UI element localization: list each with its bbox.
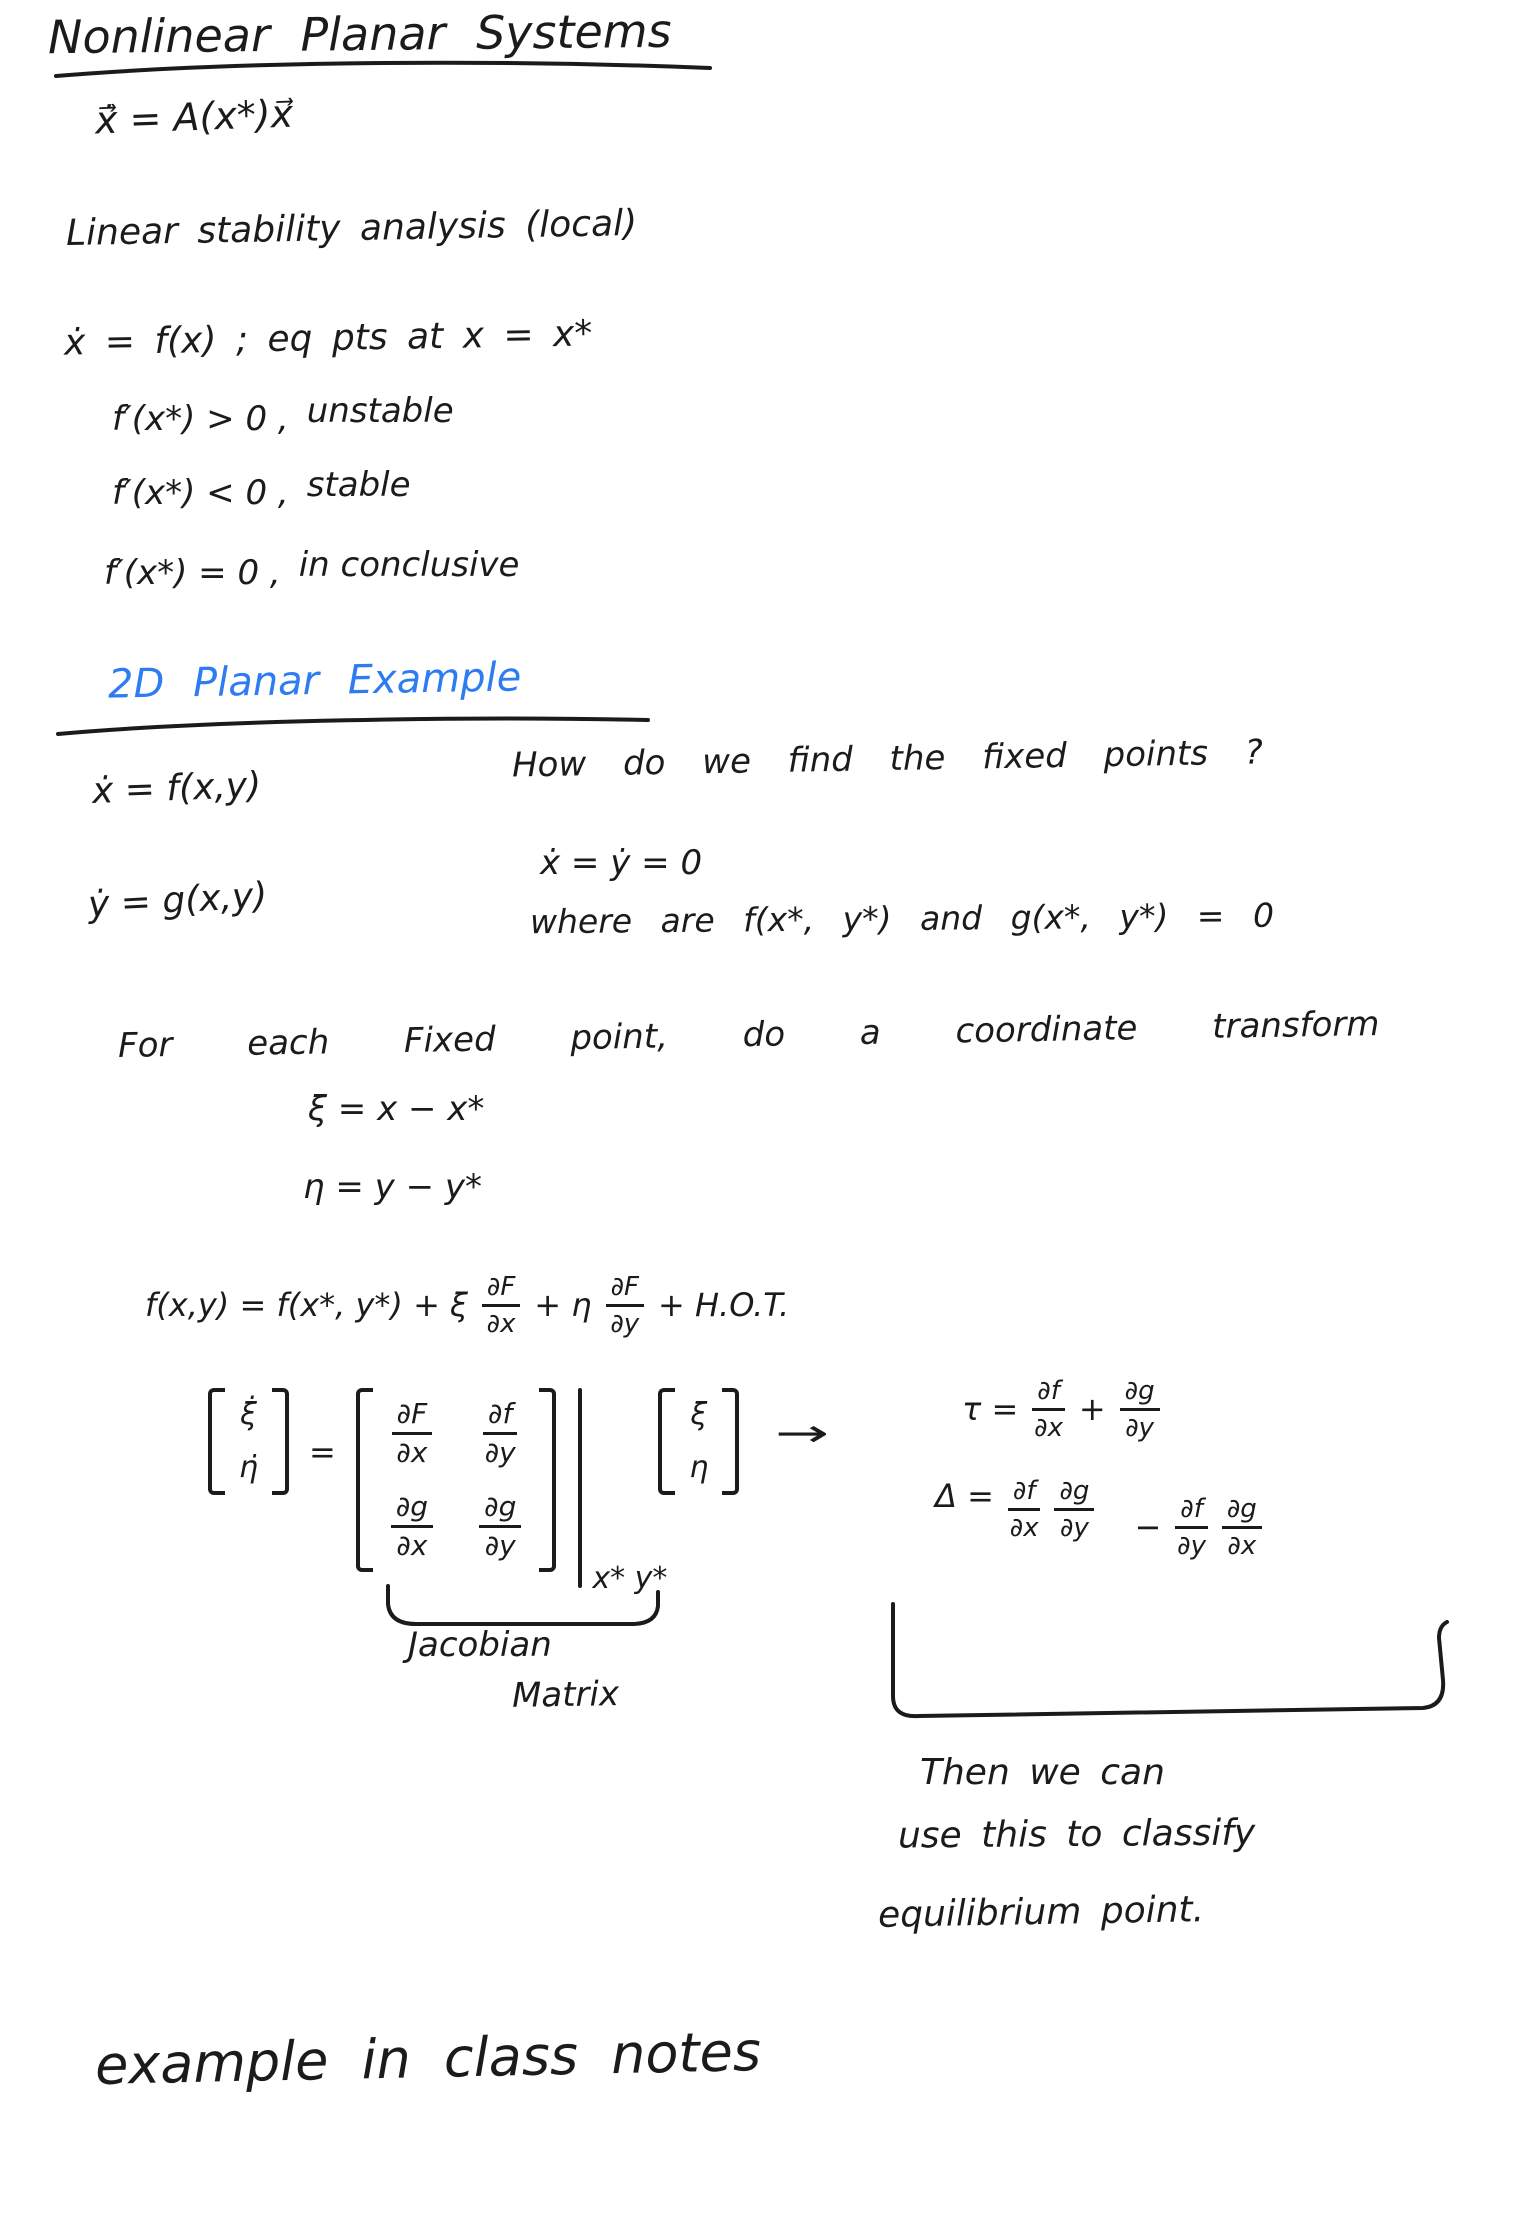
jacobian-label-line2: Matrix <box>511 1674 620 1716</box>
linear-stability-heading: Linear stability analysis (local) <box>65 203 638 254</box>
jacobian-matrix <box>356 1388 557 1572</box>
dgdx-fraction: $\frac{\partial g}{\partial x}$ <box>1222 1496 1262 1559</box>
case-result: in conclusive <box>298 545 520 585</box>
trace-lead: τ = <box>962 1390 1019 1429</box>
page-title: Nonlinear Planar Systems <box>47 3 672 65</box>
vector-entry-eta: η <box>689 1449 709 1485</box>
stability-case-stable <box>112 465 411 513</box>
left-bracket <box>208 1388 225 1495</box>
plus-sign: + <box>1078 1390 1106 1429</box>
dgdy-fraction: $\frac{\partial g}{\partial y}$ <box>1120 1378 1160 1441</box>
dfdx-fraction: $\frac{\partial f}{\partial x}$ <box>1034 1376 1063 1443</box>
vector-entry-xi: ξ <box>690 1397 708 1432</box>
case-condition: f′(x*) > 0 , <box>112 399 289 439</box>
case-result: unstable <box>306 391 454 431</box>
dfdy-fraction: $\frac{\partial f}{\partial y}$ <box>1177 1494 1206 1561</box>
eta-definition: η = y − y* <box>303 1167 482 1207</box>
partial-F-partial-x-fraction: $\frac{\partial F}{\partial x}$ <box>482 1274 520 1337</box>
right-bracket <box>539 1388 556 1572</box>
equals-sign: = <box>309 1433 336 1471</box>
right-bracket <box>272 1388 289 1495</box>
closing-note-line1: Then we can <box>920 1752 1165 1793</box>
matrix-entry-dfdy: $\frac{\partial f}{\partial y}$ <box>484 1397 516 1469</box>
section-title-2d-planar-example: 2D Planar Example <box>107 654 522 708</box>
case-condition: f′(x*) = 0 , <box>104 553 281 593</box>
fixed-point-condition: ẋ = ẏ = 0 <box>540 843 703 883</box>
matrix-entry-dgdy: $\frac{\partial g}{\partial y}$ <box>479 1493 521 1560</box>
section-underline <box>54 712 654 740</box>
implies-arrow: → <box>775 1411 830 1455</box>
higher-order-terms: + H.O.T. <box>657 1286 790 1325</box>
case-condition: f′(x*) < 0 , <box>112 473 289 513</box>
determinant-definition <box>935 1476 1257 1561</box>
dgdy-fraction: $\frac{\partial g}{\partial y}$ <box>1054 1478 1094 1541</box>
taylor-lhs: f(x,y) = f(x*, y*) + ξ <box>145 1286 468 1325</box>
xi-eta-vector <box>658 1388 739 1495</box>
title-underline <box>52 56 716 82</box>
right-bracket <box>722 1388 739 1495</box>
jacobian-label-line1: Jacobian <box>408 1625 552 1665</box>
determinant-subtracted-term <box>1134 1496 1261 1559</box>
closing-note-line2: use this to classify <box>897 1812 1256 1857</box>
stability-case-inconclusive <box>104 545 520 593</box>
partial-F-partial-y-fraction: $\frac{\partial F}{\partial y}$ <box>606 1274 644 1337</box>
left-bracket <box>356 1388 373 1572</box>
xi-definition: ξ = x − x* <box>308 1089 485 1129</box>
xi-eta-dot-vector <box>208 1388 289 1495</box>
minus-sign: − <box>1134 1508 1162 1547</box>
determinant-lead: Δ = <box>935 1477 994 1515</box>
case-result: stable <box>306 465 411 505</box>
vector-entry-eta-dot: η̇ <box>239 1449 259 1485</box>
vector-system-equation: ẋ⃗ = A(x*)x⃗ <box>94 91 294 143</box>
matrix-entry-dgdx: $\frac{\partial g}{\partial x}$ <box>391 1493 433 1560</box>
trace-definition <box>962 1378 1160 1441</box>
vector-entry-xi-dot: ξ̇ <box>240 1397 257 1432</box>
left-bracket <box>658 1388 675 1495</box>
evaluation-bar <box>578 1388 668 1596</box>
stability-case-unstable <box>112 391 454 439</box>
xdot-equation: ẋ = f(x,y) <box>91 765 262 812</box>
coordinate-transform-line: For each Fixed point, do a coordinate transform <box>117 1003 1380 1067</box>
dfdx-fraction: $\frac{\partial f}{\partial x}$ <box>1009 1476 1039 1543</box>
ydot-equation: ẏ = g(x,y) <box>87 875 269 926</box>
scalar-system-line: ẋ = f(x) ; eq pts at x = x* <box>63 313 593 364</box>
taylor-expansion-line <box>145 1274 789 1337</box>
matrix-entry-dFdx: $\frac{\partial F}{\partial x}$ <box>392 1400 433 1467</box>
taylor-mid: + η <box>534 1286 592 1325</box>
where-zero-line: where are f(x*, y*) and g(x*, y*) = 0 <box>529 895 1275 942</box>
fixed-points-question: How do we find the fixed points ? <box>511 732 1264 786</box>
classification-underbrace <box>885 1598 1460 1733</box>
vertical-bar <box>578 1388 582 1588</box>
jacobian-equation <box>208 1388 830 1596</box>
evaluated-at-fixed-point: x* y* <box>592 1560 668 1596</box>
closing-note-line3: equilibrium point. <box>877 1889 1205 1936</box>
footer-note: example in class notes <box>94 2020 762 2097</box>
